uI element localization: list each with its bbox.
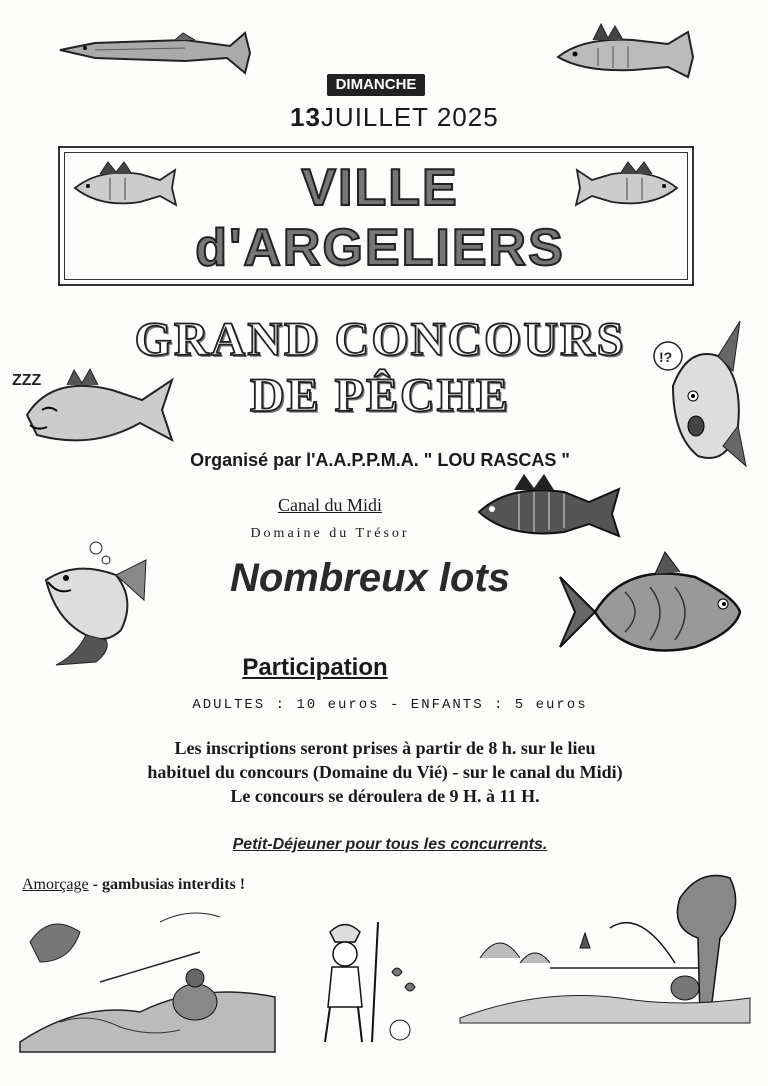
bait-rule (22, 876, 382, 894)
info-line-2: habituel du concours (Domaine du Vié) - sur le canal du Midi) (147, 762, 623, 782)
location-domaine: Domaine du Trésor (250, 526, 410, 541)
breakfast-notice: Petit-Déjeuner pour tous les concurrents. (232, 836, 548, 853)
bait-label: Amorçage (22, 876, 89, 893)
banner-title-line2: d'ARGELIERS (195, 219, 565, 277)
info-line-1: Les inscriptions seront prises à partir de 8 h. sur le lieu (174, 738, 596, 758)
fisherman-landscape-sketch-left (20, 902, 275, 1052)
bait-rule-text: - gambusias interdits ! (92, 876, 246, 893)
zander-fish-illustration (553, 22, 703, 82)
date-day: 13 (290, 102, 321, 132)
contest-title-line1: GRAND CONCOURS (134, 313, 626, 366)
info-line-3: Le concours se déroulera de 9 H. à 11 H. (230, 786, 540, 806)
perch-photo-illustration (474, 474, 624, 544)
pike-fish-illustration (55, 28, 255, 78)
sleep-text: ZZZ (12, 372, 42, 389)
banner-title-line1: VILLE (301, 159, 459, 217)
laughing-fish-illustration (36, 540, 156, 670)
day-badge: DIMANCHE (327, 74, 425, 96)
organizer-line: Organisé par l'A.A.P.P.M.A. " LOU RASCAS " (190, 450, 570, 470)
surprised-fish-illustration (648, 316, 748, 476)
lake-landscape-sketch-right (460, 848, 750, 1023)
sleeping-fish-illustration (12, 355, 177, 455)
event-date (290, 102, 540, 133)
participation-title: Participation (242, 654, 388, 681)
fisherman-cartoon-sketch-middle (300, 912, 430, 1052)
surprise-text: !? (659, 349, 673, 365)
location-canal: Canal du Midi (278, 495, 382, 515)
prizes-headline: Nombreux lots (229, 556, 511, 600)
date-month-year: JUILLET 2025 (320, 102, 499, 132)
contest-title-line2: DE PÊCHE (249, 369, 511, 422)
big-fish-illustration (555, 552, 745, 672)
participation-prices: ADULTES : 10 euros - ENFANTS : 5 euros (192, 697, 588, 713)
